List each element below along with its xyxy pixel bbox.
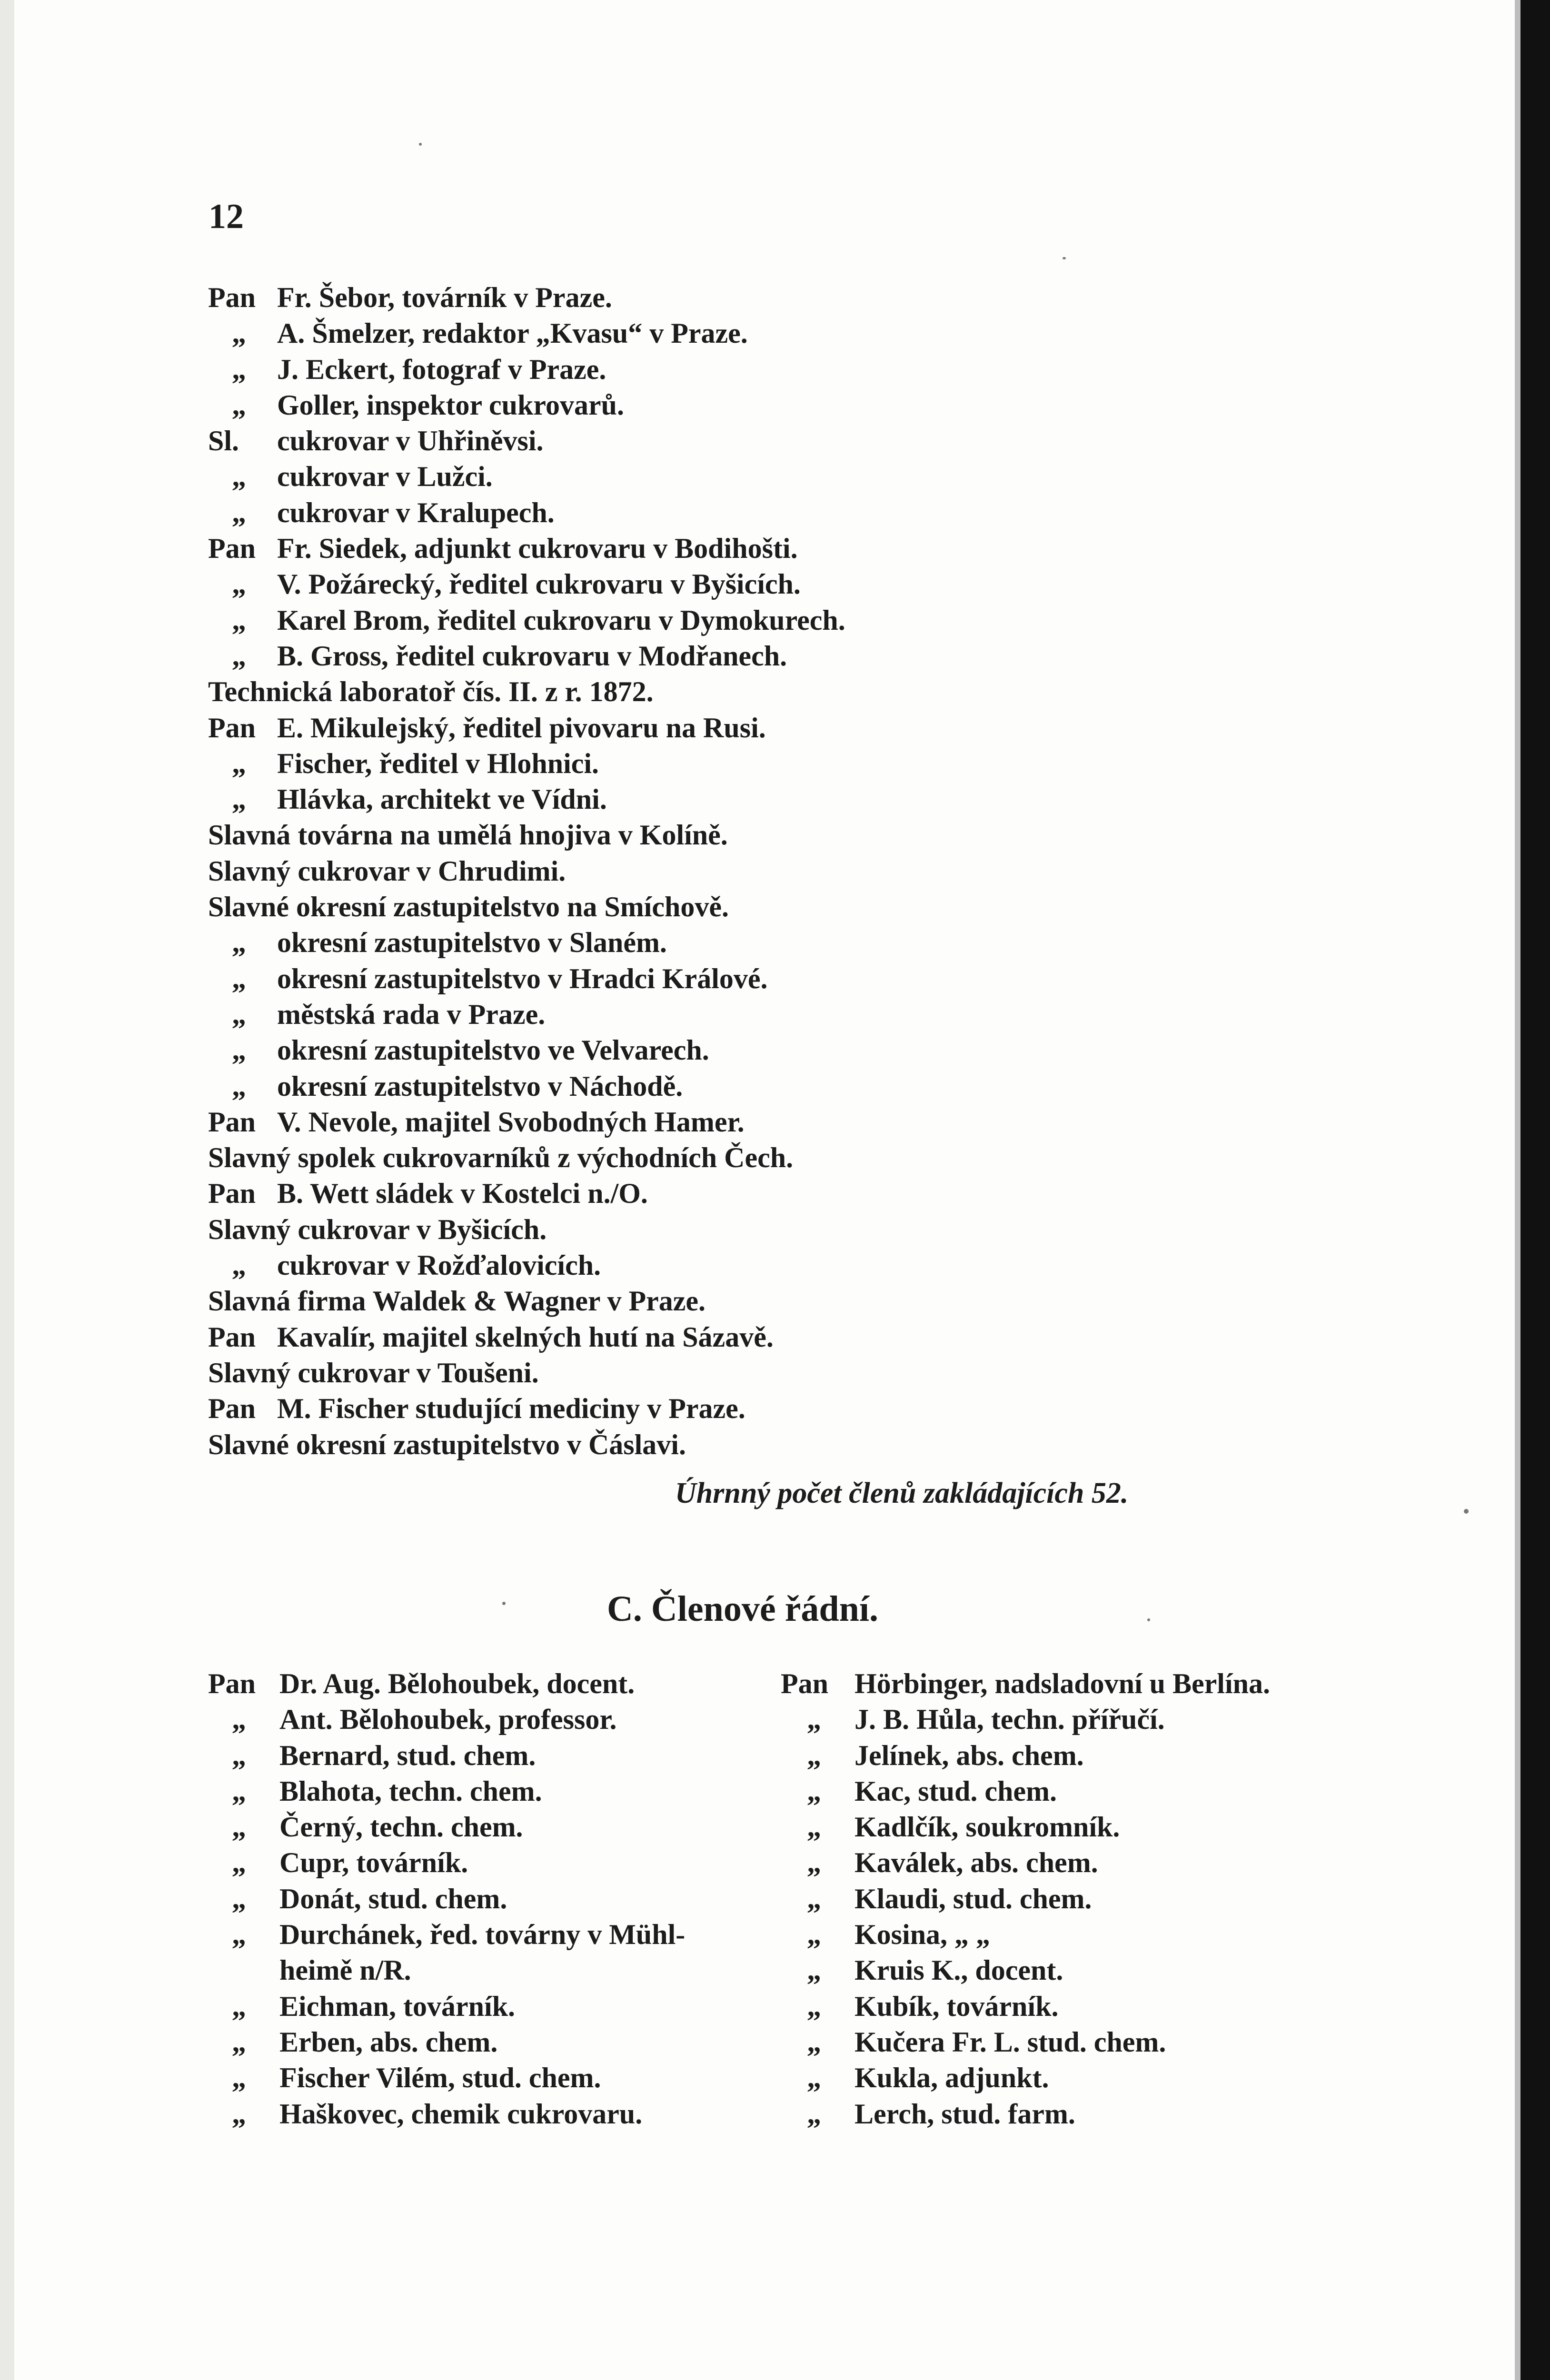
list-item	[208, 459, 1303, 495]
list-item	[208, 817, 1303, 853]
list-item	[208, 1917, 765, 1953]
regular-members-left-column	[208, 1666, 765, 2132]
list-item	[781, 1989, 1352, 2024]
entry-text: Cupr, továrník.	[279, 1847, 468, 1879]
list-item	[208, 1953, 765, 1988]
entry-text: Kaválek, abs. chem.	[854, 1847, 1098, 1879]
founding-members-list	[208, 280, 1303, 1463]
ditto-mark: „	[807, 1704, 821, 1735]
list-item	[208, 280, 1303, 316]
list-item	[208, 566, 1303, 602]
entry-text: Klaudi, stud. chem.	[854, 1883, 1092, 1914]
entry-text: J. Eckert, fotograf v Praze.	[277, 353, 606, 385]
ditto-mark: „	[807, 2026, 821, 2058]
ditto-mark: „	[232, 1250, 246, 1281]
entry-text: M. Fischer studující mediciny v Praze.	[277, 1393, 745, 1425]
ditto-mark: „	[232, 1070, 246, 1102]
list-item	[208, 1881, 765, 1917]
page-right-edge	[1520, 0, 1550, 2380]
ditto-mark: „	[232, 1883, 246, 1914]
ditto-mark: „	[232, 962, 246, 994]
list-item	[781, 1809, 1352, 1845]
list-item	[208, 889, 1303, 925]
ditto-mark: „	[232, 640, 246, 672]
ditto-mark: „	[232, 353, 246, 385]
list-item	[208, 1104, 1303, 1140]
ditto-mark: „	[232, 1811, 246, 1843]
entry-text: Kruis K., docent.	[854, 1954, 1063, 1986]
list-item	[208, 1845, 765, 1881]
list-item	[208, 316, 1303, 351]
list-item	[208, 603, 1303, 638]
ditto-mark: „	[232, 317, 246, 349]
list-item	[781, 1917, 1352, 1953]
list-item	[208, 961, 1303, 997]
list-item	[781, 1702, 1352, 1737]
entry-text: Durchánek, řed. továrny v Mühl-	[279, 1919, 686, 1951]
list-item	[208, 746, 1303, 782]
ditto-mark: „	[807, 2062, 821, 2094]
list-item	[208, 997, 1303, 1032]
list-item	[208, 352, 1303, 387]
ditto-mark: „	[232, 1775, 246, 1807]
list-item	[208, 1666, 765, 1702]
ditto-mark: „	[807, 1739, 821, 1771]
list-item	[208, 1355, 1303, 1391]
list-item	[208, 387, 1303, 423]
entry-prefix: Pan	[781, 1668, 829, 1699]
ditto-mark: „	[232, 747, 246, 779]
entry-text: V. Nevole, majitel Svobodných Hamer.	[277, 1106, 745, 1138]
list-item	[208, 1140, 1303, 1176]
entry-text: Slavná firma Waldek & Wagner v Praze.	[208, 1285, 705, 1317]
page-left-edge	[0, 0, 14, 2380]
entry-text: Černý, techn. chem.	[279, 1811, 523, 1843]
entry-prefix: Pan	[208, 1393, 256, 1425]
entry-text: Kosina, „ „	[854, 1919, 991, 1951]
ditto-mark: „	[232, 1847, 246, 1879]
entry-text: Slavná továrna na umělá hnojiva v Kolíně.	[208, 819, 728, 851]
entry-prefix: Pan	[208, 712, 256, 744]
ditto-mark: „	[807, 2098, 821, 2130]
list-item	[208, 423, 1303, 459]
ditto-mark: „	[232, 2098, 246, 2130]
entry-text: E. Mikulejský, ředitel pivovaru na Rusi.	[277, 712, 766, 744]
entry-text: Ant. Bělohoubek, professor.	[279, 1704, 617, 1735]
regular-members-right-column	[781, 1666, 1352, 2132]
page-number: 12	[209, 197, 244, 236]
section-heading-regular-members: C. Členové řádní.	[607, 1589, 878, 1629]
entry-text: Donát, stud. chem.	[279, 1883, 507, 1914]
ditto-mark: „	[232, 1919, 246, 1951]
entry-text: Eichman, továrník.	[279, 1990, 516, 2022]
entry-text: heimě n/R.	[279, 1954, 411, 1986]
list-item	[781, 1774, 1352, 1809]
entry-text: okresní zastupitelstvo v Slaném.	[277, 927, 667, 959]
list-item	[208, 1248, 1303, 1283]
list-item	[208, 853, 1303, 889]
ditto-mark: „	[232, 568, 246, 600]
entry-text: Fr. Siedek, adjunkt cukrovaru v Bodihošti.	[277, 533, 798, 565]
entry-text: okresní zastupitelstvo v Hradci Králové.	[277, 962, 768, 994]
entry-text: Slavný cukrovar v Chrudimi.	[208, 855, 566, 887]
entry-text: Hlávka, architekt ve Vídni.	[277, 783, 607, 815]
list-item	[208, 925, 1303, 961]
entry-text: Bernard, stud. chem.	[279, 1739, 536, 1771]
entry-prefix: Sl.	[208, 425, 239, 457]
ditto-mark: „	[232, 1034, 246, 1066]
entry-prefix: Pan	[208, 1668, 256, 1699]
entry-text: cukrovar v Rožďalovicích.	[277, 1250, 601, 1281]
list-item	[208, 2024, 765, 2060]
ditto-mark: „	[232, 461, 246, 493]
ditto-mark: „	[232, 1739, 246, 1771]
list-item	[208, 495, 1303, 531]
list-item	[208, 1989, 765, 2024]
ditto-mark: „	[232, 1990, 246, 2022]
ditto-mark: „	[232, 2062, 246, 2094]
list-item	[208, 1774, 765, 1809]
entry-text: okresní zastupitelstvo ve Velvarech.	[277, 1034, 709, 1066]
ditto-mark: „	[807, 1883, 821, 1914]
entry-text: Fischer, ředitel v Hlohnici.	[277, 747, 599, 779]
ditto-mark: „	[807, 1811, 821, 1843]
list-item	[781, 1845, 1352, 1881]
list-item	[208, 1283, 1303, 1319]
entry-text: Hörbinger, nadsladovní u Berlína.	[854, 1668, 1270, 1699]
entry-text: Lerch, stud. farm.	[854, 2098, 1075, 2130]
paper-speck	[502, 1602, 506, 1605]
paper-speck	[1464, 1509, 1469, 1514]
entry-text: Technická laboratoř čís. II. z r. 1872.	[208, 676, 654, 708]
ditto-mark: „	[232, 998, 246, 1030]
entry-text: V. Požárecký, ředitel cukrovaru v Byšicích.	[277, 568, 801, 600]
entry-text: Fr. Šebor, továrník v Praze.	[277, 282, 612, 313]
entry-text: Jelínek, abs. chem.	[854, 1739, 1084, 1771]
paper-speck	[1063, 257, 1066, 259]
ditto-mark: „	[232, 604, 246, 636]
list-item	[208, 1809, 765, 1845]
paper-speck	[419, 143, 422, 146]
list-item	[208, 1032, 1303, 1068]
founding-members-total: Úhrnný počet členů zakládajících 52.	[675, 1477, 1129, 1509]
paper-speck	[1147, 1618, 1150, 1621]
entry-text: Slavný spolek cukrovarníků z východních Čech.	[208, 1142, 794, 1174]
list-item	[208, 1738, 765, 1774]
entry-text: Kadlčík, soukromník.	[854, 1811, 1120, 1843]
entry-text: cukrovar v Kralupech.	[277, 496, 555, 528]
list-item	[208, 1069, 1303, 1104]
list-item	[781, 1881, 1352, 1917]
ditto-mark: „	[232, 783, 246, 815]
list-item	[208, 782, 1303, 817]
page-binding-shadow	[1515, 0, 1520, 2380]
ditto-mark: „	[232, 496, 246, 528]
entry-text: Blahota, techn. chem.	[279, 1775, 542, 1807]
entry-text: Kavalír, majitel skelných hutí na Sázavě.	[277, 1321, 774, 1353]
entry-text: Dr. Aug. Bělohoubek, docent.	[279, 1668, 635, 1699]
entry-text: Kac, stud. chem.	[854, 1775, 1057, 1807]
entry-text: A. Šmelzer, redaktor „Kvasu“ v Praze.	[277, 317, 748, 349]
ditto-mark: „	[807, 1775, 821, 1807]
ditto-mark: „	[807, 1954, 821, 1986]
entry-text: B. Wett sládek v Kostelci n./O.	[277, 1178, 648, 1210]
entry-text: Goller, inspektor cukrovarů.	[277, 389, 624, 421]
list-item	[208, 2060, 765, 2096]
list-item	[208, 638, 1303, 674]
entry-text: Erben, abs. chem.	[279, 2026, 498, 2058]
list-item	[208, 1702, 765, 1737]
ditto-mark: „	[232, 389, 246, 421]
entry-text: B. Gross, ředitel cukrovaru v Modřanech.	[277, 640, 787, 672]
entry-text: Kubík, továrník.	[854, 1990, 1059, 2022]
entry-prefix: Pan	[208, 1321, 256, 1353]
list-item	[781, 2060, 1352, 2096]
list-item	[208, 674, 1303, 710]
ditto-mark: „	[807, 1990, 821, 2022]
list-item	[781, 1666, 1352, 1702]
list-item	[208, 1319, 1303, 1355]
entry-text: Karel Brom, ředitel cukrovaru v Dymokurech.	[277, 604, 845, 636]
entry-text: cukrovar v Lužci.	[277, 461, 493, 493]
ditto-mark: „	[232, 1704, 246, 1735]
entry-text: Slavný cukrovar v Toušeni.	[208, 1357, 539, 1388]
list-item	[781, 1738, 1352, 1774]
entry-text: městská rada v Praze.	[277, 998, 546, 1030]
list-item	[208, 1427, 1303, 1463]
ditto-mark: „	[232, 927, 246, 959]
entry-text: Haškovec, chemik cukrovaru.	[279, 2098, 643, 2130]
list-item	[208, 1391, 1303, 1427]
entry-text: Fischer Vilém, stud. chem.	[279, 2062, 601, 2094]
entry-text: Kučera Fr. L. stud. chem.	[854, 2026, 1166, 2058]
entry-prefix: Pan	[208, 1106, 256, 1138]
ditto-mark: „	[807, 1847, 821, 1879]
entry-prefix: Pan	[208, 533, 256, 565]
entry-text: Slavný cukrovar v Byšicích.	[208, 1213, 547, 1245]
entry-text: Kukla, adjunkt.	[854, 2062, 1049, 2094]
entry-text: Slavné okresní zastupitelstvo v Čáslavi.	[208, 1428, 686, 1460]
list-item	[781, 2096, 1352, 2132]
list-item	[781, 1953, 1352, 1988]
list-item	[208, 1176, 1303, 1211]
list-item	[208, 1212, 1303, 1248]
entry-text: J. B. Hůla, techn. přířučí.	[854, 1704, 1165, 1735]
ditto-mark: „	[232, 2026, 246, 2058]
entry-text: Slavné okresní zastupitelstvo na Smíchově.	[208, 891, 729, 923]
list-item	[781, 2024, 1352, 2060]
entry-text: okresní zastupitelstvo v Náchodě.	[277, 1070, 683, 1102]
entry-prefix: Pan	[208, 282, 256, 313]
entry-text: cukrovar v Uhřiněvsi.	[277, 425, 544, 457]
ditto-mark: „	[807, 1919, 821, 1951]
list-item	[208, 2096, 765, 2132]
list-item	[208, 531, 1303, 566]
list-item	[208, 710, 1303, 746]
entry-prefix: Pan	[208, 1178, 256, 1210]
